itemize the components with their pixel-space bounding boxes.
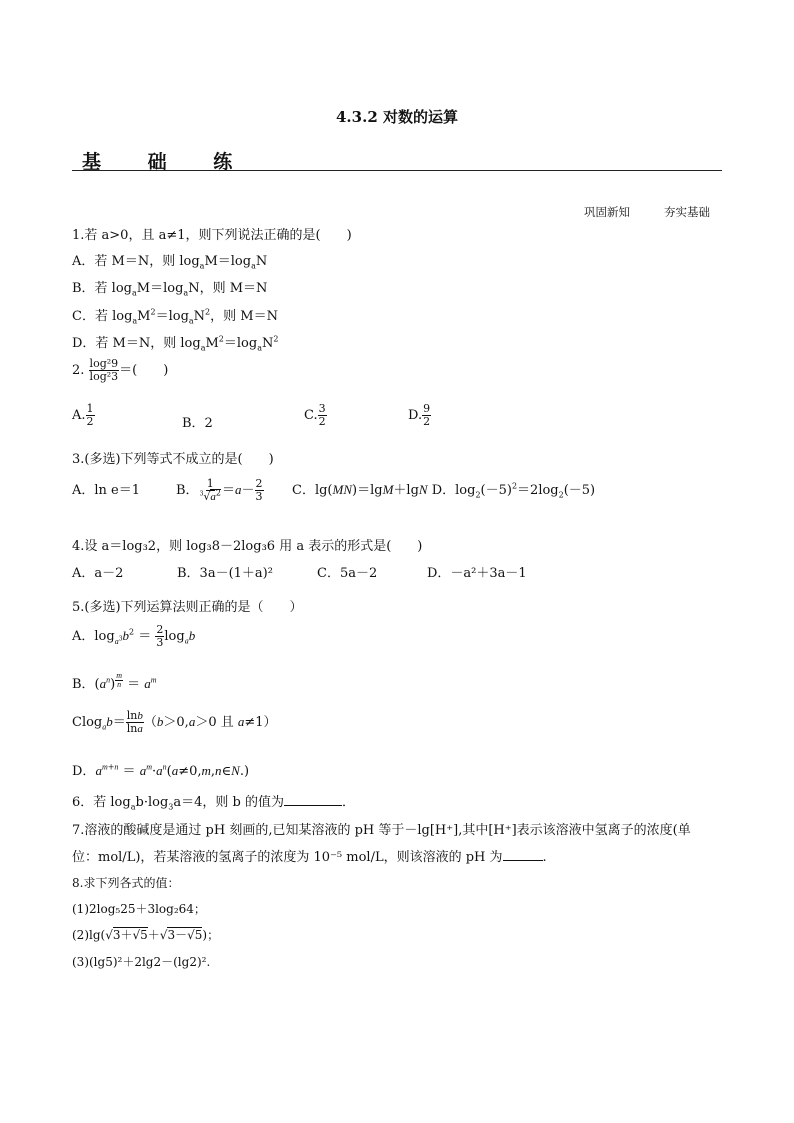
- q2-stem: 2. $\frac{\text{log²9}}{\text{log²3}}$ ＝( ): [72, 357, 169, 383]
- q1-option-d: D．若 M＝N，则 $\log_aM^2=\log_aN^2$: [72, 334, 279, 353]
- section-heading: 基 础 练: [82, 151, 253, 173]
- tag-consolidate: 巩固新知: [584, 205, 630, 219]
- q4-option-a: A．a－2: [72, 566, 124, 581]
- q5-option-b: B．$(a^n)$ $^{\frac{m}{n}}$ ＝ $a^m$: [72, 671, 157, 692]
- q5-option-d: D．$a^{m+n}$ ＝ $a^m\cdot a^n(a\ne 0,m,n\in N.)$: [72, 762, 250, 779]
- q6-stem: 6．若 $\log_ab\cdot\log_3a=4$，则 b 的值为 ．: [72, 795, 355, 812]
- q3-stem: 3.(多选)下列等式不成立的是( ): [72, 452, 274, 467]
- q1-option-a: A．若 M＝N，则 $\log_aM=\log_aN$: [72, 254, 268, 271]
- q2-option-b: B．2: [182, 416, 213, 431]
- q4-option-b: B．3a－(1＋a)²: [177, 566, 273, 581]
- q8-stem: 8.求下列各式的值：: [72, 876, 180, 890]
- q5-stem: 5.(多选)下列运算法则正确的是（ ）: [72, 600, 303, 615]
- q8-part3: (3)(lg5)²＋2lg2－(lg2)².: [72, 955, 211, 969]
- q3-options: A．ln e＝1 B． $\frac{1}{^3√a^2}$ ＝a－ $\frac{2}{3}$ C．lg(MN)＝lgM＋lgN D．$\log_2(-5)^2=2\log_2(-5)$: [72, 477, 596, 503]
- section-divider: [72, 170, 722, 171]
- q4-option-d: D．－a²＋3a－1: [427, 566, 527, 581]
- q2-option-d: D. $\frac{9}{2}$: [408, 402, 431, 428]
- q7-line2: 位：mol/L)，若某溶液的氢离子的浓度为 10⁻⁵ mol/L，则该溶液的 pH 为 .: [72, 850, 547, 865]
- page-title: 4.3.2 对数的运算: [336, 108, 458, 126]
- q6-answer-blank[interactable]: [284, 795, 342, 806]
- q8-part2: (2)lg(√3＋√5＋√3－√5)；: [72, 928, 220, 942]
- q8-part1: (1)2log₅25＋3log₂64；: [72, 902, 206, 916]
- q1-option-b: B．若 $\log_aM=\log_aN$，则 M＝N: [72, 281, 268, 298]
- q4-option-c: C．5a－2: [317, 566, 378, 581]
- q2-option-c: C. $\frac{3}{2}$: [304, 402, 326, 428]
- q5-option-a: A．$\log_{a^3}b^2$ ＝ $\frac{2}{3}$ $\log_ab$: [72, 623, 196, 649]
- q1-option-c: C．若 $\log_aM^2=\log_aN^2$，则 M＝N: [72, 307, 278, 326]
- q4-stem: 4.设 a＝log₃2，则 log₃8－2log₃6 用 a 表示的形式是( ): [72, 539, 423, 554]
- tag-foundation: 夯实基础: [664, 205, 710, 219]
- q7-line1: 7.溶液的酸碱度是通过 pH 刻画的,已知某溶液的 pH 等于－lg[H⁺],其中[H⁺]表示该溶液中氢离子的浓度(单: [72, 823, 691, 838]
- q2-option-a: A. $\frac{1}{2}$: [72, 402, 94, 428]
- q7-answer-blank[interactable]: [503, 850, 543, 861]
- q5-option-c: Clog$_a$b＝ $\frac{\ln b}{\ln a}$ （b＞0,a＞0 且 a≠1）: [72, 709, 277, 735]
- q1-stem: 1.若 a>0，且 a≠1，则下列说法正确的是( ): [72, 228, 352, 243]
